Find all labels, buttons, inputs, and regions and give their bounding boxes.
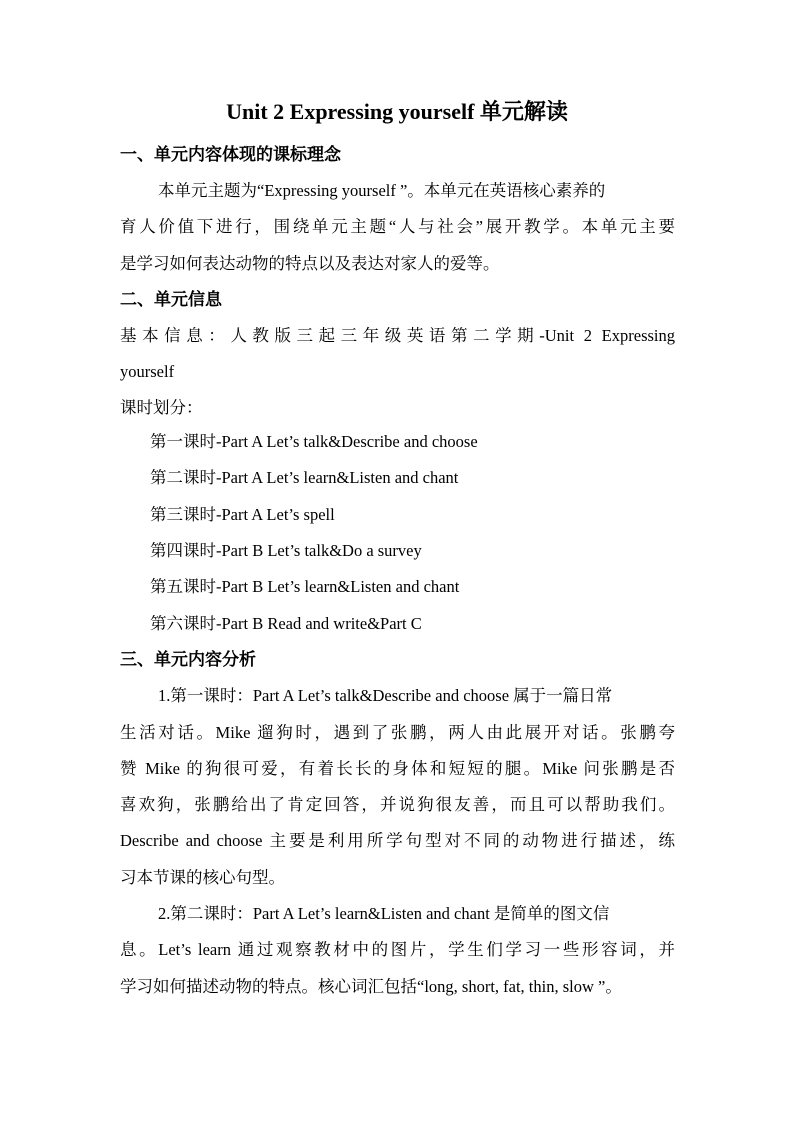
document-title: Unit 2 Expressing yourself 单元解读 bbox=[226, 99, 568, 124]
lesson-item: 第二课时-Part A Let’s learn&Listen and chant bbox=[150, 468, 459, 487]
lesson-item: 第六课时-Part B Read and write&Part C bbox=[150, 614, 422, 633]
paragraph-line: Describe and choose 主要是利用所学句型对不同的动物进行描述，练 bbox=[120, 831, 675, 850]
paragraph-line: 学习如何描述动物的特点。核心词汇包括“long, short, fat, thin, slow ”。 bbox=[120, 977, 622, 996]
lesson-item: 第四课时-Part B Let’s talk&Do a survey bbox=[150, 541, 422, 560]
paragraph-line: 喜欢狗，张鹏给出了肯定回答，并说狗很友善，而且可以帮助我们。 bbox=[120, 795, 675, 814]
lesson-item: 第一课时-Part A Let’s talk&Describe and choose bbox=[150, 432, 478, 451]
basic-info-line: 基本信息：人教版三起三年级英语第二学期-Unit 2 Expressing bbox=[120, 326, 675, 345]
section-heading-1: 一、单元内容体现的课标理念 bbox=[120, 145, 341, 165]
paragraph-line: 生活对话。Mike 遛狗时，遇到了张鹏，两人由此展开对话。张鹏夸 bbox=[120, 723, 675, 742]
paragraph-line: 赞 Mike 的狗很可爱，有着长长的身体和短短的腿。Mike 问张鹏是否 bbox=[120, 759, 675, 778]
paragraph-line: 本单元主题为“Expressing yourself ”。本单元在英语核心素养的 bbox=[158, 181, 606, 200]
section-heading-2: 二、单元信息 bbox=[120, 290, 222, 310]
paragraph-line: 息。Let’s learn 通过观察教材中的图片，学生们学习一些形容词，并 bbox=[120, 940, 675, 959]
basic-info-line: yourself bbox=[120, 362, 175, 381]
paragraph-line: 习本节课的核心句型。 bbox=[120, 868, 285, 887]
paragraph-line: 育人价值下进行，围绕单元主题“人与社会”展开教学。本单元主要 bbox=[120, 217, 675, 236]
paragraph-line: 是学习如何表达动物的特点以及表达对家人的爱等。 bbox=[120, 254, 500, 273]
paragraph-line: 1.第一课时：Part A Let’s talk&Describe and choose 属于一篇日常 bbox=[158, 686, 613, 705]
lesson-item: 第五课时-Part B Let’s learn&Listen and chant bbox=[150, 577, 460, 596]
lesson-item: 第三课时-Part A Let’s spell bbox=[150, 505, 335, 524]
section-heading-3: 三、单元内容分析 bbox=[120, 650, 256, 670]
lesson-division-label: 课时划分： bbox=[120, 398, 203, 417]
paragraph-line: 2.第二课时：Part A Let’s learn&Listen and chant 是简单的图文信 bbox=[158, 904, 610, 923]
